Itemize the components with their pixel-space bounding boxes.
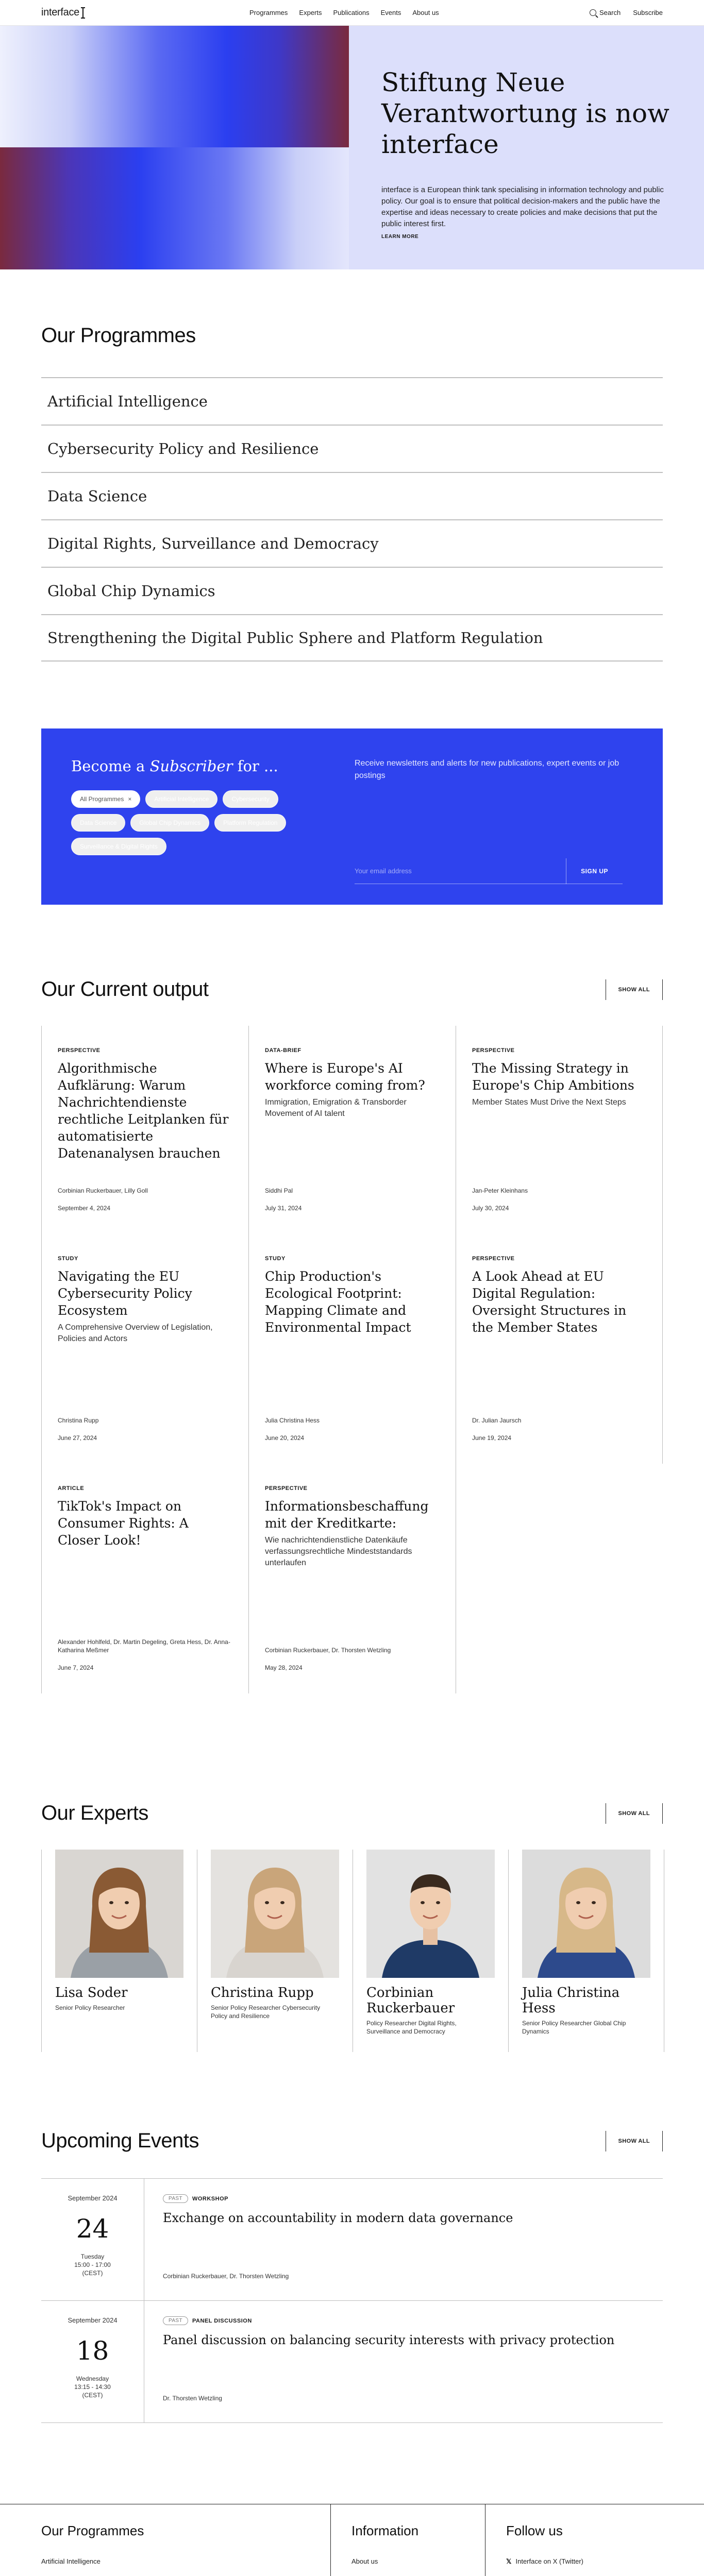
event-month: September 2024 bbox=[68, 2316, 118, 2324]
close-icon: × bbox=[128, 795, 132, 803]
output-title: Our Current output bbox=[41, 978, 209, 1001]
chip-all-programmes[interactable] bbox=[71, 790, 140, 808]
subscribe-title-part: Become a bbox=[71, 757, 150, 775]
publication-subtitle: Immigration, Emigration & Transborder Movement of AI talent bbox=[265, 1098, 407, 1118]
publication-card[interactable] bbox=[248, 1026, 456, 1234]
portrait-eye bbox=[109, 1901, 113, 1904]
publication-authors: Jan-Peter Kleinhans bbox=[472, 1187, 528, 1194]
subscribe-title bbox=[71, 757, 339, 775]
event-time-block bbox=[41, 2375, 144, 2399]
publication-meta bbox=[265, 1416, 445, 1442]
footer-social-list bbox=[506, 2557, 704, 2566]
publication-meta bbox=[265, 1187, 445, 1212]
search-button[interactable] bbox=[590, 9, 621, 16]
events-header bbox=[41, 2129, 663, 2153]
output-header bbox=[41, 978, 663, 1001]
subscribe-right bbox=[355, 757, 623, 876]
subscribe-link[interactable]: Subscribe bbox=[633, 9, 663, 16]
publication-type: DATA-BRIEF bbox=[265, 1047, 301, 1054]
expert-portrait bbox=[366, 1850, 495, 1978]
footer-programmes bbox=[0, 2504, 331, 2576]
expert-card[interactable] bbox=[41, 1850, 197, 2052]
footer-information-list bbox=[351, 2557, 485, 2576]
programme-link[interactable]: Digital Rights, Surveillance and Democracy bbox=[41, 519, 663, 567]
publication-subtitle: Wie nachrichtendienstliche Datenkäufe verfassungsrechtliche Mindeststandards unterlaufen bbox=[265, 1536, 412, 1567]
portrait-illustration bbox=[522, 1850, 650, 1978]
hero-title: Stiftung Neue Verantwortung is now interface bbox=[381, 67, 669, 159]
event-tags bbox=[163, 2316, 644, 2325]
publication-date: June 7, 2024 bbox=[58, 1664, 94, 1671]
publication-title: Navigating the EU Cybersecurity Policy Ecosystem bbox=[58, 1269, 192, 1318]
programme-link[interactable]: Strengthening the Digital Public Sphere and Platform Regulation bbox=[41, 614, 663, 662]
site-header bbox=[0, 0, 704, 26]
publication-card[interactable] bbox=[41, 1234, 249, 1464]
header-actions bbox=[590, 9, 663, 16]
chip-data-science[interactable]: Data Science bbox=[71, 814, 125, 832]
nav-programmes[interactable]: Programmes bbox=[249, 9, 288, 16]
portrait-illustration bbox=[366, 1850, 495, 1978]
expert-role: Senior Policy Researcher bbox=[55, 2004, 125, 2011]
email-field[interactable] bbox=[355, 867, 566, 875]
site-logo[interactable] bbox=[41, 7, 83, 19]
publication-authors: Corbinian Ruckerbauer, Dr. Thorsten Wetzling bbox=[265, 1647, 391, 1654]
publication-authors: Corbinian Ruckerbauer, Lilly Goll bbox=[58, 1187, 148, 1194]
publication-card[interactable] bbox=[248, 1234, 456, 1464]
portrait-eye bbox=[421, 1901, 425, 1904]
event-month: September 2024 bbox=[68, 2194, 118, 2202]
events-section bbox=[0, 2129, 704, 2423]
experts-section bbox=[0, 1802, 704, 2052]
subscribe-form bbox=[355, 858, 623, 884]
expert-role: Senior Policy Researcher Cybersecurity Policy and Resilience bbox=[211, 2004, 321, 2020]
expert-name: Corbinian Ruckerbauer bbox=[366, 1985, 455, 2016]
publication-type: STUDY bbox=[265, 1256, 286, 1262]
programmes-list bbox=[41, 377, 663, 662]
footer-about-link[interactable]: About us bbox=[351, 2557, 378, 2565]
publication-card[interactable] bbox=[456, 1234, 663, 1464]
publication-meta bbox=[265, 1646, 445, 1672]
publication-subtitle: Member States Must Drive the Next Steps bbox=[472, 1098, 626, 1107]
publication-card[interactable] bbox=[248, 1464, 456, 1693]
chip-global-chip-dynamics[interactable]: Global Chip Dynamics bbox=[130, 814, 209, 832]
experts-show-all-button[interactable]: SHOW ALL bbox=[606, 1803, 663, 1824]
event-row[interactable] bbox=[41, 2179, 663, 2301]
search-icon bbox=[590, 9, 596, 16]
publications-grid bbox=[41, 1026, 663, 1693]
publication-authors: Alexander Hohlfeld, Dr. Martin Degeling, Greta Hess, Dr. Anna-Katharina Meßmer bbox=[58, 1638, 230, 1654]
nav-publications[interactable]: Publications bbox=[333, 9, 370, 16]
footer-information-title: Information bbox=[351, 2523, 419, 2538]
logo-cursor-icon bbox=[82, 7, 83, 19]
programme-link[interactable]: Cybersecurity Policy and Resilience bbox=[41, 425, 663, 472]
publication-type: PERSPECTIVE bbox=[265, 1485, 308, 1492]
subscribe-title-emphasis: Subscriber bbox=[149, 757, 233, 775]
learn-more-link[interactable]: LEARN MORE bbox=[381, 234, 419, 240]
sign-up-button[interactable]: SIGN UP bbox=[566, 858, 623, 884]
experts-grid bbox=[41, 1850, 663, 2052]
publication-date: June 27, 2024 bbox=[58, 1434, 97, 1442]
chip-platform-regulation[interactable]: Platform Regulation bbox=[214, 814, 286, 832]
event-time-block bbox=[41, 2252, 144, 2277]
publication-card[interactable] bbox=[41, 1464, 249, 1693]
publication-authors: Dr. Julian Jaursch bbox=[472, 1417, 522, 1424]
publication-type: PERSPECTIVE bbox=[472, 1047, 515, 1054]
nav-events[interactable]: Events bbox=[380, 9, 401, 16]
footer-programme-link[interactable]: Artificial Intelligence bbox=[41, 2557, 100, 2565]
expert-name: Julia Christina Hess bbox=[522, 1985, 620, 2016]
x-twitter-label: Interface on X (Twitter) bbox=[515, 2557, 583, 2565]
hero-gradient-art bbox=[0, 26, 349, 269]
publication-title: Chip Production's Ecological Footprint: Mapping Climate and Environmental Impact bbox=[265, 1269, 411, 1335]
expert-role: Policy Researcher Digital Rights, Surveillance and Democracy bbox=[366, 2020, 457, 2035]
chip-label: All Programmes bbox=[80, 795, 124, 803]
footer-follow-title: Follow us bbox=[506, 2523, 563, 2538]
publication-title: TikTok's Impact on Consumer Rights: A Closer Look! bbox=[58, 1499, 189, 1548]
gradient-band-top bbox=[0, 26, 349, 147]
expert-card[interactable] bbox=[353, 1850, 509, 2052]
event-type: WORKSHOP bbox=[192, 2195, 228, 2202]
portrait-eye bbox=[592, 1901, 596, 1904]
programmes-title: Our Programmes bbox=[41, 324, 196, 347]
subscribe-panel bbox=[41, 728, 663, 905]
publication-title: Where is Europe's AI workforce coming from? bbox=[265, 1061, 425, 1093]
hero-text bbox=[349, 26, 704, 269]
event-timezone: (CEST) bbox=[82, 2269, 103, 2277]
publication-authors: Christina Rupp bbox=[58, 1417, 99, 1424]
portrait-eye bbox=[576, 1901, 580, 1904]
nav-experts[interactable]: Experts bbox=[299, 9, 322, 16]
search-label: Search bbox=[599, 9, 621, 16]
portrait-illustration bbox=[211, 1850, 339, 1978]
events-show-all-button[interactable]: SHOW ALL bbox=[606, 2131, 663, 2151]
events-list bbox=[41, 2178, 663, 2423]
experts-header bbox=[41, 1802, 663, 1825]
expert-portrait bbox=[522, 1850, 650, 1978]
event-title: Exchange on accountability in modern data governance bbox=[163, 2211, 513, 2225]
event-status-badge: PAST bbox=[163, 2194, 188, 2203]
publication-date: June 20, 2024 bbox=[265, 1434, 305, 1442]
site-footer bbox=[0, 2504, 704, 2576]
expert-card[interactable] bbox=[508, 1850, 664, 2052]
portrait-illustration bbox=[55, 1850, 183, 1978]
publication-date: July 31, 2024 bbox=[265, 1205, 302, 1212]
expert-role: Senior Policy Researcher Global Chip Dynamics bbox=[522, 2020, 626, 2035]
main-nav bbox=[249, 9, 439, 16]
footer-follow bbox=[485, 2504, 704, 2576]
event-speakers: Dr. Thorsten Wetzling bbox=[163, 2395, 222, 2402]
publication-subtitle: A Comprehensive Overview of Legislation, Policies and Actors bbox=[58, 1323, 213, 1343]
programme-link[interactable]: Global Chip Dynamics bbox=[41, 567, 663, 614]
publication-title: The Missing Strategy in Europe's Chip Ambitions bbox=[472, 1061, 634, 1093]
event-title: Panel discussion on balancing security interests with privacy protection bbox=[163, 2333, 615, 2347]
chip-cybersecurity[interactable]: Cybersecurity bbox=[223, 790, 278, 808]
subscribe-left bbox=[71, 757, 339, 876]
event-tags bbox=[163, 2194, 644, 2203]
event-date-block bbox=[41, 2179, 144, 2300]
publication-type: ARTICLE bbox=[58, 1485, 85, 1492]
event-weekday: Tuesday bbox=[80, 2253, 105, 2260]
publication-meta bbox=[472, 1187, 652, 1212]
event-status-badge: PAST bbox=[163, 2316, 188, 2325]
publication-card[interactable] bbox=[456, 1026, 663, 1234]
event-day: 18 bbox=[76, 2336, 109, 2366]
chip-surveillance-digital-rights[interactable]: Surveillance & Digital Rights bbox=[71, 838, 166, 855]
publication-meta bbox=[58, 1187, 238, 1212]
event-timezone: (CEST) bbox=[82, 2392, 103, 2399]
footer-information bbox=[331, 2504, 485, 2576]
portrait-eye bbox=[125, 1901, 129, 1904]
x-logo-icon: 𝕏 bbox=[506, 2557, 512, 2565]
publication-title: Algorithmische Aufklärung: Warum Nachrichtendienste rechtliche Leitplanken für automatisierte Datenanalysen brauchen bbox=[58, 1061, 229, 1161]
gradient-band-bottom bbox=[0, 147, 349, 269]
publication-date: July 30, 2024 bbox=[472, 1205, 509, 1212]
footer-columns bbox=[0, 2504, 704, 2576]
expert-name: Christina Rupp bbox=[211, 1985, 314, 2001]
publication-type: PERSPECTIVE bbox=[58, 1047, 100, 1054]
portrait-eye bbox=[265, 1901, 269, 1904]
footer-programmes-title: Our Programmes bbox=[41, 2523, 144, 2538]
footer-programmes-list bbox=[41, 2557, 330, 2576]
publication-type: STUDY bbox=[58, 1256, 78, 1262]
publication-meta bbox=[58, 1416, 238, 1442]
publication-authors: Siddhi Pal bbox=[265, 1187, 293, 1194]
events-title: Upcoming Events bbox=[41, 2129, 199, 2152]
publication-authors: Julia Christina Hess bbox=[265, 1417, 320, 1424]
expert-card[interactable] bbox=[197, 1850, 353, 2052]
event-content bbox=[144, 2301, 663, 2422]
event-speakers: Corbinian Ruckerbauer, Dr. Thorsten Wetzling bbox=[163, 2273, 289, 2280]
event-row[interactable] bbox=[41, 2301, 663, 2423]
expert-name: Lisa Soder bbox=[55, 1985, 128, 2001]
hero-description: interface is a European think tank specialising in information technology and public policy. Our goal is to ensure that political decision-makers and the public have the expertise and ideas necessary to create policies and make decisions that put the public interest first. bbox=[381, 185, 664, 228]
event-date-block bbox=[41, 2301, 144, 2422]
nav-about[interactable]: About us bbox=[412, 9, 439, 16]
publication-meta bbox=[472, 1416, 652, 1442]
logo-text: interface bbox=[41, 7, 80, 18]
hero bbox=[0, 26, 704, 269]
output-section bbox=[0, 978, 704, 1693]
event-day: 24 bbox=[76, 2214, 109, 2244]
publication-meta bbox=[58, 1638, 238, 1672]
programme-chips bbox=[71, 790, 319, 855]
event-time: 13:15 - 14:30 bbox=[74, 2383, 111, 2391]
event-time: 15:00 - 17:00 bbox=[74, 2261, 111, 2268]
output-show-all-button[interactable]: SHOW ALL bbox=[606, 979, 663, 1000]
portrait-eye bbox=[280, 1901, 284, 1904]
expert-portrait bbox=[55, 1850, 183, 1978]
subscribe-description: Receive newsletters and alerts for new publications, expert events or job postings bbox=[355, 759, 619, 780]
publication-date: June 19, 2024 bbox=[472, 1434, 512, 1442]
publication-date: September 4, 2024 bbox=[58, 1205, 111, 1212]
programme-link[interactable]: Data Science bbox=[41, 472, 663, 519]
x-twitter-link[interactable] bbox=[506, 2557, 704, 2566]
experts-title: Our Experts bbox=[41, 1802, 148, 1824]
programme-link[interactable]: Artificial Intelligence bbox=[41, 377, 663, 425]
expert-portrait bbox=[211, 1850, 339, 1978]
publication-date: May 28, 2024 bbox=[265, 1664, 303, 1671]
publication-type: PERSPECTIVE bbox=[472, 1256, 515, 1262]
publication-title: A Look Ahead at EU Digital Regulation: Oversight Structures in the Member States bbox=[472, 1269, 627, 1335]
publication-title: Informationsbeschaffung mit der Kreditkarte: bbox=[265, 1499, 429, 1531]
event-weekday: Wednesday bbox=[76, 2375, 109, 2382]
event-content bbox=[144, 2179, 663, 2300]
programmes-section bbox=[0, 324, 704, 662]
chip-artificial-intelligence[interactable]: Artificial Intelligence bbox=[145, 790, 217, 808]
event-type: PANEL DISCUSSION bbox=[192, 2317, 252, 2324]
publication-card[interactable] bbox=[41, 1026, 249, 1234]
subscribe-title-part: for ... bbox=[232, 757, 278, 775]
portrait-eye bbox=[436, 1901, 440, 1904]
